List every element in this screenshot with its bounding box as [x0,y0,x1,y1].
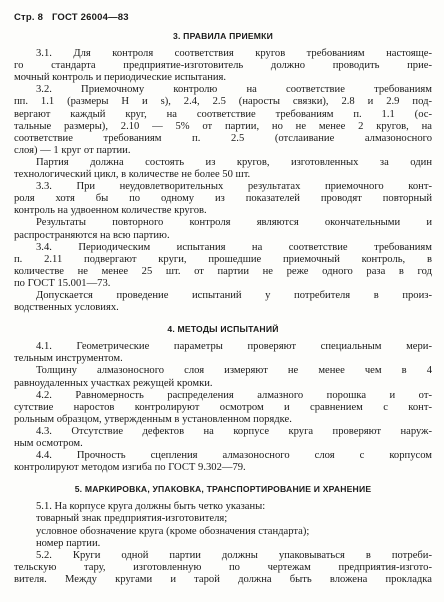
section-title: 4. МЕТОДЫ ИСПЫТАНИЙ [167,324,279,335]
text-line: 4.3. Отсутствие дефектов на корпусе круга проверяют наруж- [36,425,432,437]
text-line: распространяются на всю партию. [14,229,170,241]
text-line: рольным образцом, утвержденным в установленном порядке. [14,413,292,425]
text-line: тельскую тару, изготовленную по чертежам предприятия-изгото- [14,561,432,573]
text-line: тельным инструментом. [14,353,123,365]
text-line: го стандарта предприятие-изготовитель должно проводить прие- [14,60,432,72]
text-line: условное обозначение круга (кроме обозначения стандарта); [36,525,310,537]
text-line: соответствие требованиям п. 2.5 (отслаивание алмазоносного [14,132,432,144]
text-line: технологический цикл, в количестве не более 50 шт. [14,169,251,181]
section-title: 5. МАРКИРОВКА, УПАКОВКА, ТРАНСПОРТИРОВАНИЕ И ХРАНЕНИЕ [74,484,372,495]
page-header [14,12,135,23]
page-number: Стр. 8 [14,12,44,23]
text-line: 3.3. При неудовлетворительных результатах приемочного конт- [36,181,432,193]
text-line: 4.4. Прочность сцепления алмазоносного слоя с корпусом [36,450,432,462]
standard-number: ГОСТ 26004—83 [51,12,129,23]
text-line: вителя. Между кругами и тарой должна быть вложена прокладка [14,573,432,585]
text-line: равноудаленных участках режущей кромки. [14,377,213,389]
text-line: 3.2. Приемочному контролю на соответствие требованиям [36,84,432,96]
text-line: контроль на удвоенном количестве кругов. [14,205,207,217]
text-line: контролируют методом изгиба по ГОСТ 9.302—79. [14,462,246,474]
text-line: товарный знак предприятия-изготовителя; [36,513,228,525]
text-line: 4.1. Геометрические параметры проверяют специальным мери- [36,341,432,353]
text-line: 4.2. Равномерность распределения алмазного порошка и от- [36,389,432,401]
section-body [14,48,432,314]
text-line: 5.2. Круги одной партии должны упаковываться в потреби- [36,549,432,561]
text-line: вергают каждый круг, на соответствие требованиям п. 1.1 (ос- [14,108,432,120]
section-body [14,501,432,586]
text-line: ным осмотром. [14,438,83,449]
text-line: Допускается проведение испытаний у потребителя в произ- [36,289,432,301]
section-title: 3. ПРАВИЛА ПРИЕМКИ [173,31,273,41]
text-line: 5.1. На корпусе круга должны быть четко указаны: [36,501,266,513]
text-line: водственных условиях. [14,302,119,314]
text-line: тальные размеры), 2.10 — 5% от партии, но не менее 2 кругов, на [14,120,432,132]
text-line: по ГОСТ 15.001—73. [14,277,111,289]
text-line: п. 2.11 подвергают круги, прошедшие приемочный контроль, в [14,253,432,265]
document-body [14,28,432,587]
text-line: роля хотя бы по одному из показателей проводят повторный [14,193,432,205]
text-line: 3.1. Для контроля соответствия кругов требованиям настояще- [36,48,432,60]
text-line: Толщину алмазоносного слоя измеряют не менее чем в 4 [36,365,432,377]
text-line: Партия должна состоять из кругов, изготовленных за один [36,156,432,168]
text-line: Результаты повторного контроля являются окончательными и [36,217,432,229]
text-line: 3.4. Периодическим испытания на соответствие требованиям [36,241,432,253]
text-line: номер партии. [36,537,101,549]
text-line: сутствие наростов контролируют осмотром и сравнением с конт- [14,401,432,413]
text-line: слоя) — 1 круг от партии. [14,144,131,156]
section-body [14,341,432,474]
text-line: мочный контроль и периодические испытания. [14,72,227,84]
text-line: пп. 1.1 (размеры H и s), 2.4, 2.5 (наросты связки), 2.8 и 2.9 под- [14,96,432,108]
text-line: количестве не менее 25 шт. от партии не реже одного раза в год [14,265,432,277]
